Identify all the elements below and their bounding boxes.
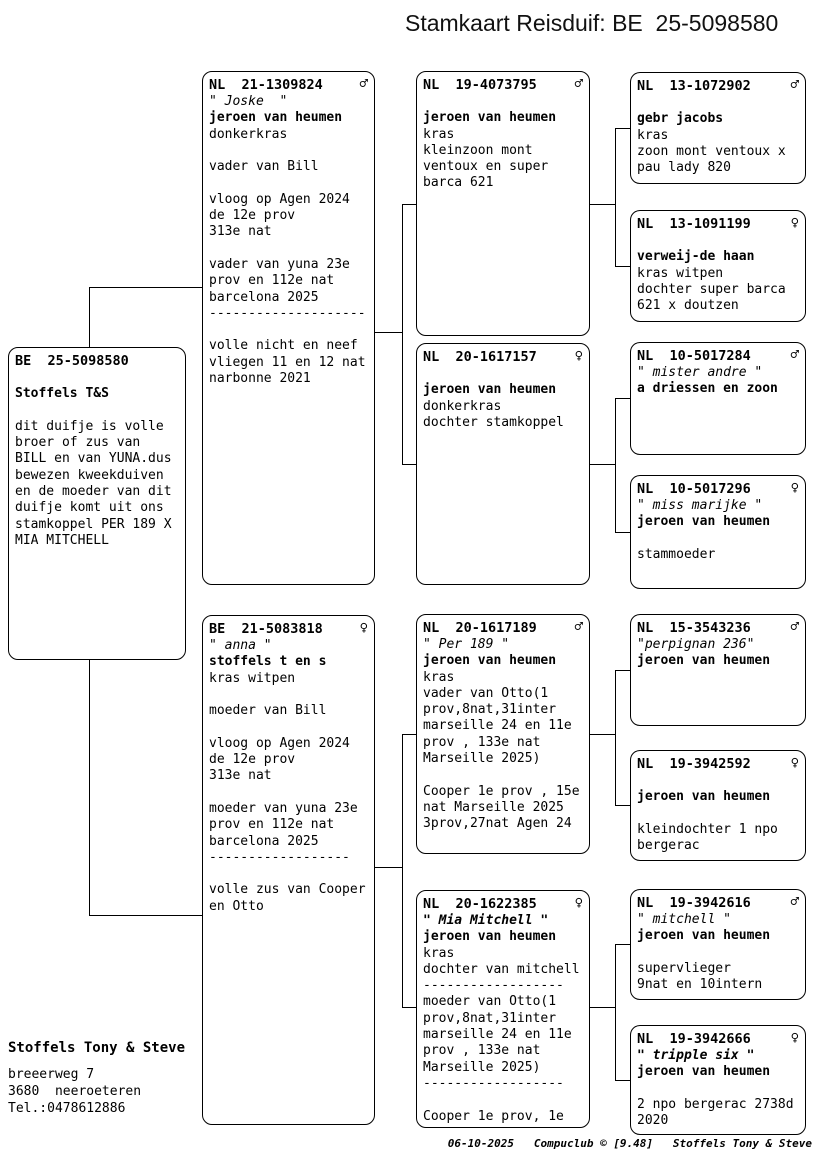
pedigree-text-line: donkerkras (423, 398, 502, 414)
ring-number: NL 20-1617157 (423, 349, 537, 365)
connector-line (615, 944, 630, 945)
pedigree-text-line: prov , 133e nat (423, 734, 541, 750)
pedigree-text-line: jeroen van heumen (637, 928, 771, 944)
box-body (637, 1048, 801, 1129)
pedigree-text-line: zoon mont ventoux x (637, 143, 786, 159)
owner-block (8, 1040, 185, 1117)
sex-male-icon: ♂ (790, 894, 799, 910)
connector-line (402, 734, 416, 735)
box-body (423, 913, 585, 1125)
pedigree-text-line: jeroen van heumen (637, 1064, 771, 1080)
pedigree-text-line: marseille 24 en 11e (423, 1027, 572, 1043)
pedigree-text-line: prov,8nat,31inter (423, 1010, 557, 1026)
pedigree-text-line: dit duifje is volle (15, 418, 164, 434)
pedigree-text-line (209, 143, 370, 159)
pedigree-box-subject (8, 347, 186, 660)
ring-number: NL 20-1622385 (423, 896, 537, 912)
ring-number: NL 20-1617189 (423, 620, 537, 636)
pedigree-box-fmm (630, 475, 806, 589)
pedigree-text-line: donkerkras (209, 126, 288, 142)
pedigree-text-line: vader van Bill (209, 159, 319, 175)
sex-male-icon: ♂ (790, 619, 799, 635)
pedigree-text-line: -------------------- (209, 305, 366, 321)
pedigree-text-line: ------------------ (209, 849, 350, 865)
ring-number: NL 10-5017284 (637, 348, 751, 364)
pedigree-text-line (423, 1092, 585, 1108)
connector-line (615, 128, 616, 266)
connector-line (89, 287, 202, 288)
pedigree-box-mmm (630, 1025, 806, 1135)
pedigree-text-line (637, 95, 801, 111)
sex-female-icon: ♀ (359, 620, 368, 636)
pedigree-box-father (202, 71, 375, 585)
box-body (15, 370, 181, 549)
connector-line (615, 805, 630, 806)
connector-line (615, 398, 616, 532)
box-body (209, 94, 370, 387)
pedigree-text-line: verweij-de haan (637, 249, 755, 265)
pedigree-text-line: " anna " (209, 638, 272, 653)
page-title: Stamkaart Reisduif: BE 25-5098580 (405, 10, 779, 36)
connector-line (89, 660, 90, 915)
pedigree-text-line: prov en 112e nat (209, 817, 335, 833)
pedigree-text-line: Cooper 1e prov, 1e (423, 1108, 564, 1124)
pedigree-text-line (423, 366, 585, 382)
pedigree-text-line: " tripple six " (637, 1048, 755, 1063)
pedigree-text-line: jeroen van heumen (637, 653, 771, 669)
ring-number: BE 25-5098580 (15, 353, 129, 369)
pedigree-text-line: " mitchell " (637, 912, 731, 927)
sex-female-icon: ♀ (790, 480, 799, 496)
connector-line (615, 266, 630, 267)
pedigree-text-line (637, 233, 801, 249)
pedigree-text-line: Marseille 2025) (423, 1059, 541, 1075)
box-body (637, 912, 801, 993)
sex-female-icon: ♀ (574, 895, 583, 911)
pedigree-text-line: 2020 (637, 1113, 669, 1129)
pedigree-text-line: kras (423, 126, 455, 142)
pedigree-text-line: stammoeder (637, 546, 716, 562)
pedigree-text-line: Marseille 2025) (423, 751, 541, 767)
sex-female-icon: ♀ (790, 215, 799, 231)
pedigree-text-line: a driessen en zoon (637, 381, 778, 397)
ring-number: NL 19-4073795 (423, 77, 537, 93)
sex-female-icon: ♀ (574, 348, 583, 364)
pedigree-text-line: vader van Otto(1 (423, 685, 549, 701)
pedigree-text-line: kras witpen (209, 670, 296, 686)
pedigree-text-line: prov en 112e nat (209, 273, 335, 289)
box-header (637, 216, 801, 233)
pedigree-text-line: " Joske " (209, 94, 288, 109)
box-body (637, 95, 801, 176)
pedigree-text-line: kras witpen (637, 265, 724, 281)
box-header (637, 620, 801, 637)
pedigree-box-mm (416, 890, 590, 1128)
pedigree-text-line (209, 241, 370, 257)
sex-female-icon: ♀ (790, 755, 799, 771)
connector-line (375, 332, 402, 333)
pedigree-text-line (423, 94, 585, 110)
owner-address-line: breeerweg 7 (8, 1067, 95, 1082)
connector-line (590, 464, 615, 465)
connector-line (89, 287, 90, 347)
pedigree-text-line (209, 322, 370, 338)
pedigree-text-line: BILL en van YUNA.dus (15, 451, 172, 467)
sex-female-icon: ♀ (790, 1030, 799, 1046)
pedigree-box-ffm (630, 210, 806, 322)
box-body (209, 638, 370, 915)
pedigree-text-line: dochter van mitchell (423, 961, 580, 977)
pedigree-box-mf (416, 614, 590, 854)
sex-male-icon: ♂ (790, 77, 799, 93)
ring-number: NL 10-5017296 (637, 481, 751, 497)
pedigree-text-line: " miss marijke " (637, 498, 763, 513)
ring-number: BE 21-5083818 (209, 621, 323, 637)
pedigree-box-mmf (630, 889, 806, 1000)
connector-line (402, 204, 416, 205)
pedigree-text-line: gebr jacobs (637, 111, 724, 127)
connector-line (402, 734, 403, 1007)
pedigree-text-line: en Otto (209, 898, 264, 914)
pedigree-text-line: moeder van Otto(1 (423, 994, 557, 1010)
box-header (637, 756, 801, 773)
pedigree-text-line: barcelona 2025 (209, 289, 319, 305)
pedigree-text-line: dochter stamkoppel (423, 414, 564, 430)
box-body (637, 773, 801, 854)
pedigree-text-line: 2 npo bergerac 2738d (637, 1096, 794, 1112)
pedigree-text-line: 313e nat (209, 768, 272, 784)
box-header (637, 895, 801, 912)
ring-number: NL 21-1309824 (209, 77, 323, 93)
pedigree-box-mother (202, 615, 375, 1125)
pedigree-text-line: 9nat en 10intern (637, 977, 763, 993)
pedigree-text-line: " Mia Mitchell " (423, 913, 549, 928)
pedigree-text-line: marseille 24 en 11e (423, 718, 572, 734)
ring-number: NL 15-3543236 (637, 620, 751, 636)
sex-male-icon: ♂ (574, 76, 583, 92)
box-header (423, 349, 585, 366)
pedigree-text-line (209, 785, 370, 801)
box-header (209, 621, 370, 638)
ring-number: NL 19-3942666 (637, 1031, 751, 1047)
connector-line (590, 734, 615, 735)
pedigree-text-line (637, 773, 801, 789)
pedigree-box-mff (630, 614, 806, 726)
pedigree-text-line: dochter super barca (637, 281, 786, 297)
pedigree-text-line (637, 806, 801, 822)
pedigree-text-line: stamkoppel PER 189 X (15, 516, 172, 532)
pedigree-text-line: 3prov,27nat Agen 24 (423, 816, 572, 832)
connector-line (402, 1007, 416, 1008)
pedigree-text-line: jeroen van heumen (209, 110, 343, 126)
pedigree-text-line (209, 719, 370, 735)
pedigree-text-line: kras (423, 945, 455, 961)
pedigree-text-line: vloog op Agen 2024 (209, 735, 350, 751)
ring-number: NL 13-1072902 (637, 78, 751, 94)
pedigree-text-line: jeroen van heumen (637, 789, 771, 805)
pedigree-text-line: MIA MITCHELL (15, 532, 109, 548)
pedigree-text-line: volle nicht en neef (209, 338, 358, 354)
pedigree-text-line: en de moeder van dit (15, 484, 172, 500)
pedigree-text-line (15, 370, 181, 386)
pedigree-box-fmf (630, 342, 806, 455)
box-body (423, 637, 585, 833)
pedigree-text-line: jeroen van heumen (423, 653, 557, 669)
ring-number: NL 19-3942616 (637, 895, 751, 911)
connector-line (615, 532, 630, 533)
connector-line (615, 398, 630, 399)
pedigree-box-mfm (630, 750, 806, 861)
box-header (637, 78, 801, 95)
pedigree-text-line: jeroen van heumen (423, 110, 557, 126)
pedigree-text-line: ------------------ (423, 978, 564, 994)
box-body (637, 498, 801, 563)
box-header (637, 481, 801, 498)
pedigree-text-line: jeroen van heumen (423, 929, 557, 945)
connector-line (615, 1080, 630, 1081)
pedigree-text-line: prov , 133e nat (423, 1043, 541, 1059)
connector-line (615, 670, 616, 805)
box-header (15, 353, 181, 370)
pedigree-text-line: Stoffels T&S (15, 386, 109, 402)
owner-address-line: 3680 neeroeteren (8, 1084, 142, 1099)
pedigree-text-line: duifje komt uit ons (15, 500, 164, 516)
pedigree-text-line: jeroen van heumen (637, 514, 771, 530)
connector-line (89, 915, 202, 916)
pedigree-text-line (209, 866, 370, 882)
owner-phone: Tel.:0478612886 (8, 1101, 126, 1116)
pedigree-text-line: barcelona 2025 (209, 833, 319, 849)
pedigree-text-line (15, 403, 181, 419)
connector-line (615, 128, 630, 129)
pedigree-text-line: moeder van Bill (209, 703, 327, 719)
pedigree-text-line: narbonne 2021 (209, 371, 311, 387)
pedigree-text-line: barca 621 (423, 175, 494, 191)
pedigree-text-line: nat Marseille 2025 (423, 799, 564, 815)
pedigree-text-line: bergerac (637, 838, 700, 854)
owner-name: Stoffels Tony & Steve (8, 1040, 186, 1056)
connector-line (590, 204, 615, 205)
pedigree-text-line: " mister andre " (637, 365, 763, 380)
sex-male-icon: ♂ (359, 76, 368, 92)
pedigree-box-fm (416, 343, 590, 585)
box-body (423, 94, 585, 192)
pedigree-text-line (209, 175, 370, 191)
pedigree-text-line: volle zus van Cooper (209, 882, 366, 898)
pedigree-text-line: bewezen kweekduiven (15, 467, 164, 483)
connector-line (590, 1007, 615, 1008)
connector-line (402, 464, 416, 465)
pedigree-text-line: ------------------ (423, 1075, 564, 1091)
pedigree-text-line: pau lady 820 (637, 160, 731, 176)
connector-line (402, 204, 403, 464)
pedigree-text-line: "perpignan 236" (637, 637, 755, 652)
pedigree-text-line: vloog op Agen 2024 (209, 191, 350, 207)
ring-number: NL 19-3942592 (637, 756, 751, 772)
pedigree-text-line: " Per 189 " (423, 637, 510, 652)
pedigree-box-fff (630, 72, 806, 184)
box-header (423, 896, 585, 913)
box-header (423, 77, 585, 94)
pedigree-text-line: moeder van yuna 23e (209, 800, 358, 816)
pedigree-text-line: prov,8nat,31inter (423, 702, 557, 718)
pedigree-text-line: stoffels t en s (209, 654, 327, 670)
pedigree-text-line: broer of zus van (15, 435, 141, 451)
pedigree-text-line: ventoux en super (423, 159, 549, 175)
ring-number: NL 13-1091199 (637, 216, 751, 232)
connector-line (375, 867, 402, 868)
box-body (637, 233, 801, 314)
box-body (423, 366, 585, 431)
pedigree-text-line: kras (637, 127, 669, 143)
pedigree-text-line: 621 x doutzen (637, 298, 739, 314)
pedigree-text-line (637, 531, 801, 547)
pedigree-text-line: supervlieger (637, 960, 731, 976)
pedigree-text-line: kleindochter 1 npo (637, 821, 778, 837)
pedigree-text-line: de 12e prov (209, 208, 296, 224)
box-header (637, 348, 801, 365)
pedigree-text-line (637, 1081, 801, 1097)
connector-line (615, 670, 630, 671)
footer-credits: 06-10-2025 Compuclub © [9.48] Stoffels Tony & Steve (447, 1137, 812, 1150)
pedigree-text-line: 313e nat (209, 224, 272, 240)
pedigree-text-line: kras (423, 669, 455, 685)
pedigree-text-line: vader van yuna 23e (209, 256, 350, 272)
sex-male-icon: ♂ (790, 347, 799, 363)
connector-line (615, 944, 616, 1080)
pedigree-text-line: de 12e prov (209, 752, 296, 768)
box-header (209, 77, 370, 94)
pedigree-box-ff (416, 71, 590, 336)
box-body (637, 637, 801, 670)
pedigree-text-line: jeroen van heumen (423, 382, 557, 398)
pedigree-text-line (423, 767, 585, 783)
box-header (637, 1031, 801, 1048)
pedigree-text-line: Cooper 1e prov , 15e (423, 783, 580, 799)
pedigree-text-line: kleinzoon mont (423, 142, 533, 158)
pedigree-text-line (209, 687, 370, 703)
box-body (637, 365, 801, 398)
box-header (423, 620, 585, 637)
pedigree-text-line (637, 945, 801, 961)
pedigree-text-line: vliegen 11 en 12 nat (209, 354, 366, 370)
sex-male-icon: ♂ (574, 619, 583, 635)
